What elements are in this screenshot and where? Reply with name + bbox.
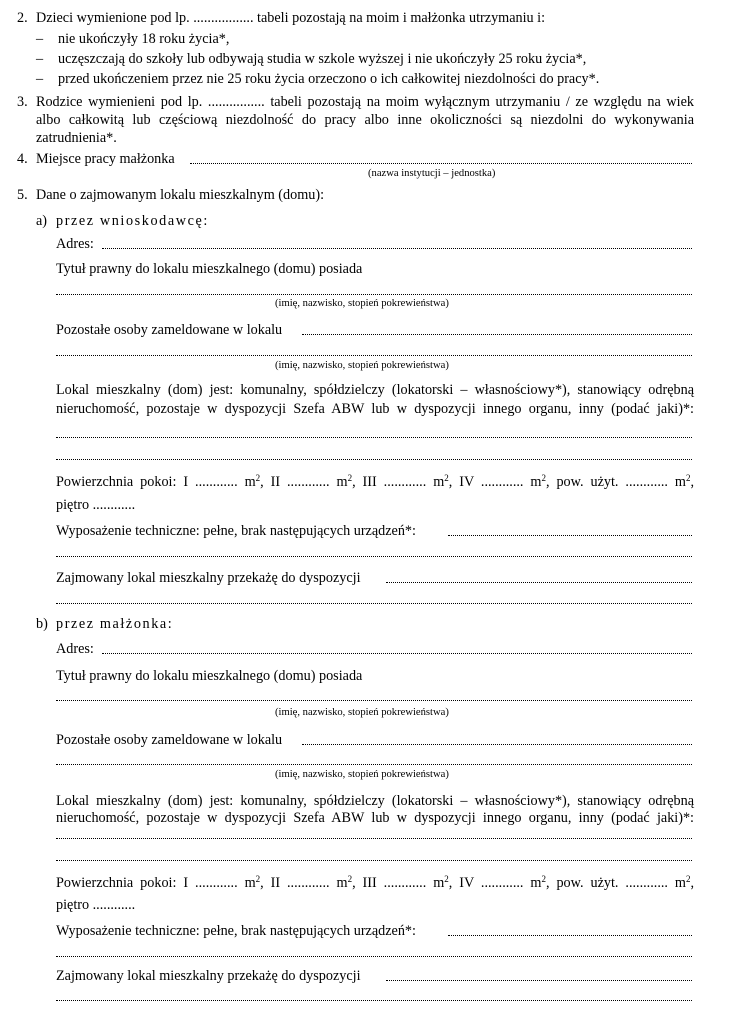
person-caption: (imię, nazwisko, stopień pokrewieństwa): [275, 360, 449, 371]
item-3-line-2: albo całkowitą lub częściową niezdolność do pracy albo inne okoliczności są niezdolni do wykonywania: [36, 112, 694, 128]
transfer-label: Zajmowany lokal mieszkalny przekażę do dyspozycji: [56, 968, 361, 984]
section-a-marker: a): [36, 213, 48, 229]
item-4-number: 4.: [17, 151, 28, 167]
equipment-field[interactable]: [448, 935, 692, 936]
address-label: Adres:: [56, 236, 94, 252]
dwelling-type-line-2: nieruchomość, pozostaje w dyspozycji Szefa ABW lub w dyspozycji innego organu, inny (podać jaki)*:: [56, 810, 694, 826]
other-residents-label: Pozostałe osoby zameldowane w lokalu: [56, 732, 283, 748]
equipment-label: Wyposażenie techniczne: pełne, brak następujących urządzeń*:: [56, 923, 416, 939]
transfer-field[interactable]: [386, 980, 692, 981]
other-residents-field-2[interactable]: [56, 764, 692, 765]
item-5-label: Dane o zajmowanym lokalu mieszkalnym (domu):: [36, 187, 325, 203]
address-field[interactable]: [102, 248, 692, 249]
dwelling-type-field[interactable]: [56, 838, 692, 839]
dwelling-type-field-2[interactable]: [56, 860, 692, 861]
person-caption: (imię, nazwisko, stopień pokrewieństwa): [275, 707, 449, 718]
item-3-line-1: Rodzice wymienieni pod lp. ................ tabeli pozostają na moim wyłącznym utrzymaniu / ze względu na wiek: [36, 94, 694, 110]
floor-label: piętro ............: [56, 897, 136, 913]
item-2-sub-1: nie ukończyły 18 roku życia*,: [58, 31, 230, 47]
section-a-heading: przez wnioskodawcę:: [56, 213, 209, 229]
legal-title-field[interactable]: [56, 294, 692, 295]
address-field[interactable]: [102, 653, 692, 654]
equipment-field-2[interactable]: [56, 956, 692, 957]
item-5-number: 5.: [17, 187, 28, 203]
section-b-heading: przez małżonka:: [56, 616, 174, 632]
dwelling-type-line-1: Lokal mieszkalny (dom) jest: komunalny, spółdzielczy (lokatorski – własnościowy*), stanowiący odrębną: [56, 793, 694, 809]
person-caption: (imię, nazwisko, stopień pokrewieństwa): [275, 298, 449, 309]
section-b-marker: b): [36, 616, 48, 632]
dash: –: [36, 31, 44, 47]
equipment-field-2[interactable]: [56, 556, 692, 557]
workplace-field[interactable]: [190, 163, 692, 164]
other-residents-field-2[interactable]: [56, 355, 692, 356]
item-2-sub-2: uczęszczają do szkoły lub odbywają studia w szkole wyższej i nie ukończyły 25 roku życia*,: [58, 51, 587, 67]
legal-title-field[interactable]: [56, 700, 692, 701]
item-3-number: 3.: [17, 94, 28, 110]
dwelling-type-line-2: nieruchomość, pozostaje w dyspozycji Szefa ABW lub w dyspozycji innego organu, inny (podać jaki)*:: [56, 401, 694, 417]
dwelling-type-field[interactable]: [56, 437, 692, 438]
item-2-text: Dzieci wymienione pod lp. ................. tabeli pozostają na moim i małżonka utrzymaniu i:: [36, 10, 546, 26]
legal-title-label: Tytuł prawny do lokalu mieszkalnego (domu) posiada: [56, 261, 363, 277]
person-caption: (imię, nazwisko, stopień pokrewieństwa): [275, 769, 449, 780]
other-residents-field[interactable]: [302, 744, 692, 745]
transfer-label: Zajmowany lokal mieszkalny przekażę do dyspozycji: [56, 570, 361, 586]
item-3-line-3: zatrudnienia*.: [36, 130, 117, 146]
item-4-caption: (nazwa instytucji – jednostka): [368, 168, 496, 179]
room-area-line: Powierzchnia pokoi: I ............ $m^2$, II ............ $m^2$, III ............ $m^2$, IV ............ $m^2$, pow. użyt. ............ $m^2$,: [56, 473, 694, 490]
floor-label: piętro ............: [56, 497, 136, 513]
legal-title-label: Tytuł prawny do lokalu mieszkalnego (domu) posiada: [56, 668, 363, 684]
address-label: Adres:: [56, 641, 94, 657]
other-residents-label: Pozostałe osoby zameldowane w lokalu: [56, 322, 283, 338]
dash: –: [36, 51, 44, 67]
transfer-field-2[interactable]: [56, 603, 692, 604]
equipment-field[interactable]: [448, 535, 692, 536]
dwelling-type-line-1: Lokal mieszkalny (dom) jest: komunalny, spółdzielczy (lokatorski – własnościowy*), stanowiący odrębną: [56, 382, 694, 398]
dwelling-type-field-2[interactable]: [56, 459, 692, 460]
room-area-line: Powierzchnia pokoi: I ............ $m^2$, II ............ $m^2$, III ............ $m^2$, IV ............ $m^2$, pow. użyt. ............ $m^2$,: [56, 874, 694, 891]
item-2-number: 2.: [17, 10, 28, 26]
transfer-field-2[interactable]: [56, 1000, 692, 1001]
item-2-sub-3: przed ukończeniem przez nie 25 roku życia orzeczono o ich całkowitej niezdolności do pracy*.: [58, 71, 600, 87]
other-residents-field[interactable]: [302, 334, 692, 335]
dash: –: [36, 71, 44, 87]
equipment-label: Wyposażenie techniczne: pełne, brak następujących urządzeń*:: [56, 523, 416, 539]
transfer-field[interactable]: [386, 582, 692, 583]
item-4-label: Miejsce pracy małżonka: [36, 151, 175, 167]
